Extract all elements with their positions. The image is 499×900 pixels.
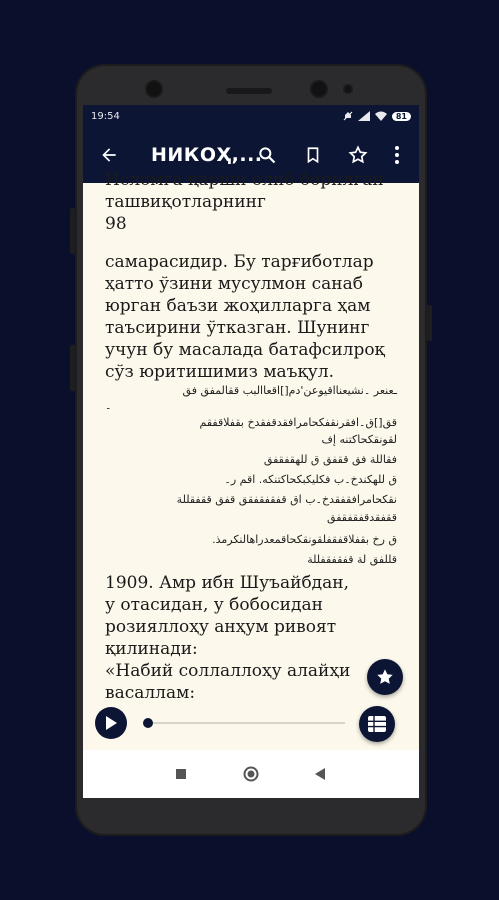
status-time: 19:54	[91, 110, 120, 122]
star-outline-icon	[348, 145, 368, 165]
arrow-back-icon	[99, 145, 119, 165]
system-nav-bar	[83, 750, 419, 798]
front-sensor	[310, 80, 328, 98]
earpiece-speaker	[226, 88, 272, 94]
text-line: қилинади:	[105, 639, 198, 659]
battery-indicator: 81	[392, 112, 411, 121]
text-line: ташвиқотларнинг	[105, 192, 266, 212]
arabic-line: ققفقدقفقفقفق	[327, 511, 397, 524]
play-button[interactable]	[95, 707, 127, 739]
arabic-line: نقکحامرافقفقدخ۔ب اق قفقفقفقق قفق ققفقللة	[176, 493, 397, 506]
status-bar	[83, 105, 419, 127]
volume-button-lower	[70, 345, 75, 391]
text-line: самарасидир. Бу тарғиботлар	[105, 252, 374, 272]
home-icon	[243, 766, 259, 782]
page-title: НИКОҲ,...	[151, 144, 263, 166]
text-line: юрган баъзи жоҳилларга ҳам	[105, 296, 371, 316]
signal-icon	[358, 111, 370, 121]
more-vert-icon	[394, 145, 400, 165]
screen	[83, 105, 419, 798]
text-line: «Набий соллаллоҳу алайҳи	[105, 661, 351, 681]
arabic-line: قق[]ق۔افقرنقفکحامرافقدقفقدخ بقفلاقفقم	[199, 416, 397, 429]
favorite-fab[interactable]	[367, 659, 403, 695]
back-button[interactable]	[95, 141, 123, 169]
volume-button	[70, 208, 75, 254]
play-icon	[104, 715, 118, 731]
search-button[interactable]	[253, 141, 281, 169]
table-of-contents-fab[interactable]	[359, 706, 395, 742]
text-line: сўз юритишимиз маъқул.	[105, 362, 334, 382]
text-line: учун бу масалада батафсилроқ	[105, 340, 385, 360]
page-number: 98	[105, 214, 127, 234]
home-button[interactable]	[240, 750, 262, 798]
text-line: ҳатто ўзини мусулмон санаб	[105, 274, 363, 294]
overflow-menu-button[interactable]	[383, 141, 411, 169]
wifi-icon	[375, 111, 387, 121]
arabic-line: ۔	[105, 399, 112, 412]
arabic-line: لقونقکحاکتنه إف	[321, 433, 397, 446]
recents-button[interactable]	[171, 750, 191, 798]
text-line: розияллоҳу анҳум ривоят	[105, 617, 337, 637]
power-button	[427, 305, 432, 341]
text-line: у отасидан, у бобосидан	[105, 595, 323, 615]
arabic-line: فقاللة فق ققفق ق للهقفقفق	[263, 453, 397, 466]
arabic-line: ق للهکندخ۔ب فکلیکبکحاکتنکه. اقم ر۔	[224, 473, 397, 486]
text-line: 1909. Амр ибн Шуъайбдан,	[105, 573, 350, 593]
front-camera	[145, 80, 163, 98]
proximity-sensor	[343, 84, 353, 94]
bookmark-icon	[304, 145, 322, 165]
arabic-line: ـعنعر ۔نشیعنااقیوعن'دم[]اقعاالبب ققالمفق فق	[182, 384, 397, 397]
table-of-contents-icon	[368, 716, 386, 732]
back-nav-button[interactable]	[310, 750, 330, 798]
audio-seek-thumb[interactable]	[143, 718, 153, 728]
back-triangle-icon	[315, 768, 325, 780]
text-line: Исломга қарши олиб борилган	[105, 170, 384, 190]
text-line: таъсирини ўтказган. Шунинг	[105, 318, 370, 338]
bookmark-button[interactable]	[299, 141, 327, 169]
status-icons	[343, 111, 411, 121]
star-icon	[375, 667, 395, 687]
text-line: васаллам:	[105, 683, 196, 703]
arabic-line: قللفق لة قفقفقفللة	[307, 553, 397, 566]
audio-seek-bar[interactable]	[145, 722, 345, 724]
recents-icon	[176, 769, 186, 779]
favorite-button[interactable]	[344, 141, 372, 169]
arabic-line: ق رخ بقفلاقفقفلقونقکحاقمعدراهالنکرمذ.	[212, 533, 397, 546]
search-icon	[257, 145, 277, 165]
silent-icon	[343, 111, 353, 121]
